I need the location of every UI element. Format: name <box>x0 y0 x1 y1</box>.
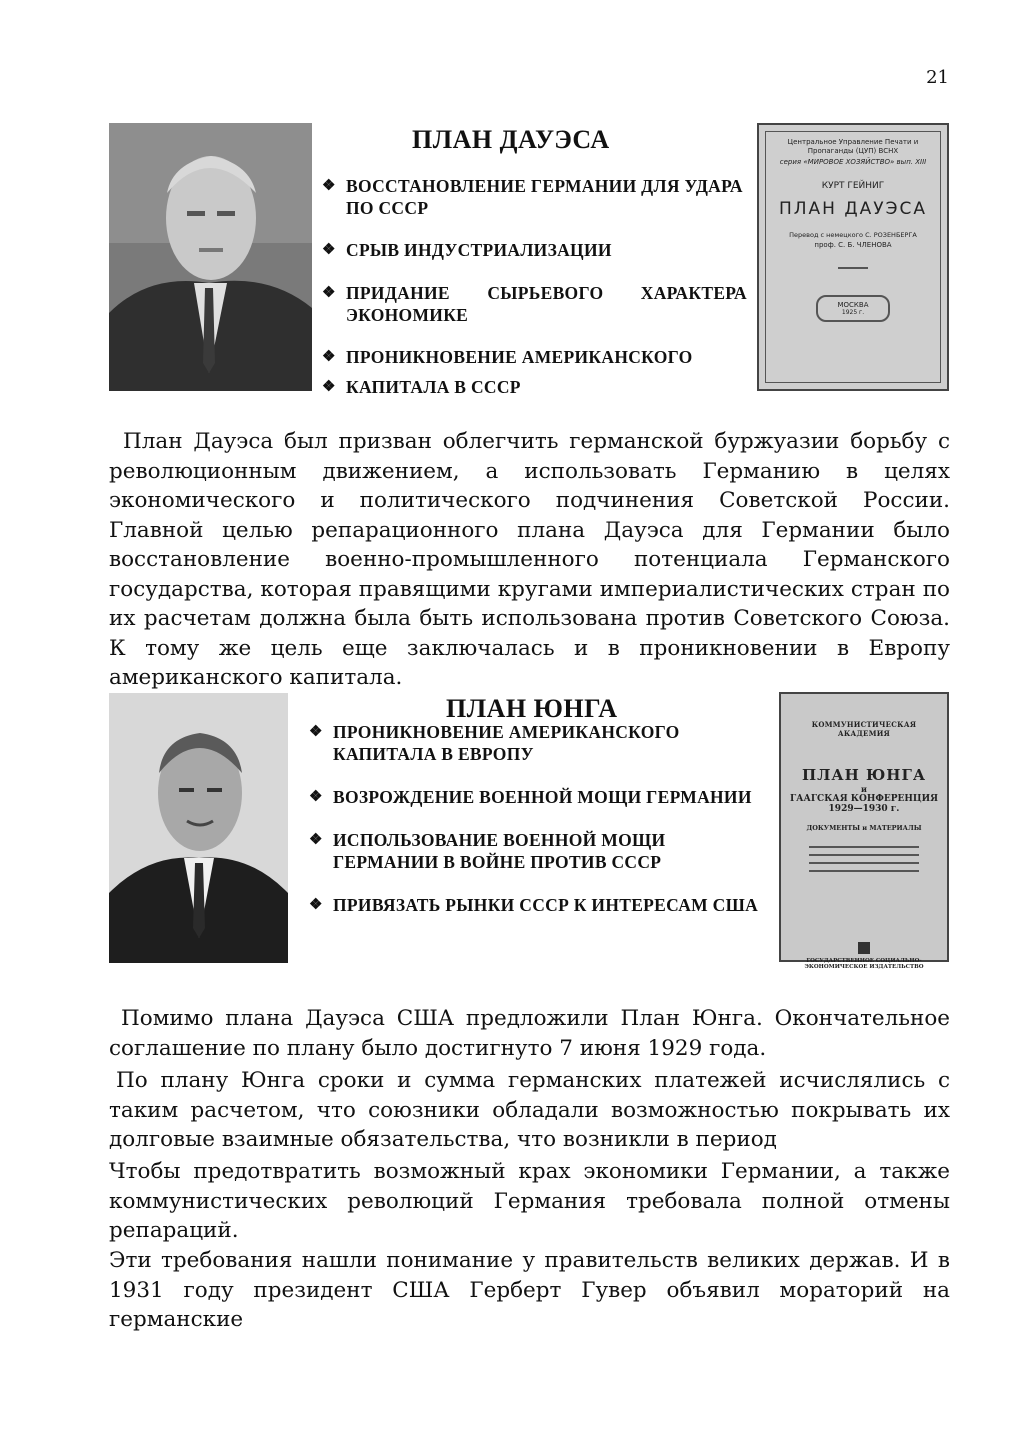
young-book-cover <box>779 692 949 970</box>
dawes-bullet: ❖ ПРОНИКНОВЕНИЕ АМЕРИКАНСКОГО <box>322 347 693 367</box>
young-bullet: ❖ ПРИВЯЗАТЬ РЫНКИ СССР К ИНТЕРЕСАМ США <box>309 895 759 915</box>
diamond-bullet-icon: ❖ <box>322 178 336 194</box>
book-editor-lines <box>809 846 919 872</box>
dawes-bullet: ❖ ПРИДАНИЕ СЫРЬЕВОГО ХАРАКТЕРА ЭКОНОМИКЕ <box>322 283 747 325</box>
paragraph: Помимо плана Дауэса США предложили План Юнга. Окончательное соглашение по плану было достигнуто 7 июня 1929 года. <box>109 1006 950 1061</box>
book-years: 1929—1930 г. <box>828 804 900 814</box>
dawes-plan-bullets <box>322 175 747 398</box>
dawes-portrait <box>109 123 312 391</box>
dawes-bullet: ❖ ВОССТАНОВЛЕНИЕ ГЕРМАНИИ ДЛЯ УДАРА ПО СССР <box>322 176 743 218</box>
ornament-frame <box>816 295 890 322</box>
book-subtitle: ГААГСКАЯ КОНФЕРЕНЦИЯ <box>789 794 939 804</box>
young-plan-bullets <box>309 721 759 916</box>
dawes-plan-title: ПЛАН ДАУЭСА <box>412 125 610 154</box>
book-publisher: Центральное Управление Печати и Пропаганды (ЦУП) ВСНХ <box>787 138 919 155</box>
dawes-book-cover <box>757 123 949 391</box>
ornament-divider <box>838 267 868 269</box>
young-bullet: ❖ ПРОНИКНОВЕНИЕ АМЕРИКАНСКОГО КАПИТАЛА В ЕВРОПУ <box>309 722 680 764</box>
publisher-emblem-icon <box>858 942 870 954</box>
book-conj: и <box>861 784 867 794</box>
diamond-bullet-icon: ❖ <box>309 789 323 805</box>
book-translation: Перевод с немецкого С. РОЗЕНБЕРГА <box>789 231 917 239</box>
diamond-bullet-icon: ❖ <box>322 285 336 301</box>
book-title: ПЛАН ДАУЭСА <box>778 199 928 219</box>
young-portrait <box>109 693 288 963</box>
page-number: 21 <box>926 67 949 88</box>
paragraph: Эти требования нашли понимание у правительств великих держав. И в 1931 году президент США Герберт Гувер объявил мораторий на германские <box>109 1248 950 1332</box>
diamond-bullet-icon: ❖ <box>309 832 323 848</box>
book-title: ПЛАН ЮНГА <box>801 766 927 784</box>
book-imprint: ГОСУДАРСТВЕННОЕ СОЦИАЛЬНО-ЭКОНОМИЧЕСКОЕ ИЗДАТЕЛЬСТВО <box>804 958 924 970</box>
book-publisher: КОММУНИСТИЧЕСКАЯ АКАДЕМИЯ <box>811 720 917 738</box>
diamond-bullet-icon: ❖ <box>309 724 323 740</box>
young-bullet: ❖ ВОЗРОЖДЕНИЕ ВОЕННОЙ МОЩИ ГЕРМАНИИ <box>309 787 752 807</box>
dawes-bullet: ❖ КАПИТАЛА В СССР <box>322 377 521 397</box>
book-editor: проф. С. Б. ЧЛЕНОВА <box>814 241 892 249</box>
paragraph: По плану Юнга сроки и сумма германских платежей исчислялись с таким расчетом, что союзники обладали возможностью покрывать их долговые взаимные обязательства, что возникли в период <box>109 1068 950 1152</box>
diamond-bullet-icon: ❖ <box>322 379 336 395</box>
diamond-bullet-icon: ❖ <box>322 242 336 258</box>
dawes-bullet: ❖ СРЫВ ИНДУСТРИАЛИЗАЦИИ <box>322 240 612 260</box>
book-series: серия «МИРОВОЕ ХОЗЯЙСТВО» вып. XIII <box>779 158 927 166</box>
diamond-bullet-icon: ❖ <box>322 349 336 365</box>
young-bullet: ❖ ИСПОЛЬЗОВАНИЕ ВОЕННОЙ МОЩИ ГЕРМАНИИ В ВОЙНЕ ПРОТИВ СССР <box>309 830 666 872</box>
book-docs: ДОКУМЕНТЫ и МАТЕРИАЛЫ <box>806 824 922 832</box>
paragraph: Чтобы предотвратить возможный крах экономики Германии, а также коммунистических революций Германия требовала полной отмены репараций. <box>109 1159 950 1243</box>
book-author: КУРТ ГЕЙНИГ <box>821 181 885 191</box>
paragraph: План Дауэса был призван облегчить германской буржуазии борьбу с революционным движением, а использовать Германию в целях экономического и политического подчинения Советской России. Главной целью репарационного плана Дауэса для Германии было восстановление военно-промышленного потенциала Германского государства, которая правящими кругами империалистических стран по их расчетам должна была быть использована против Советского Союза. К тому же цель еще заключалась и в проникновении в Европу американского капитала. <box>109 429 950 690</box>
young-plan-title: ПЛАН ЮНГА <box>446 694 618 723</box>
diamond-bullet-icon: ❖ <box>309 897 323 913</box>
book-city: МОСКВА <box>837 301 869 309</box>
book-year: 1925 г. <box>841 309 865 316</box>
